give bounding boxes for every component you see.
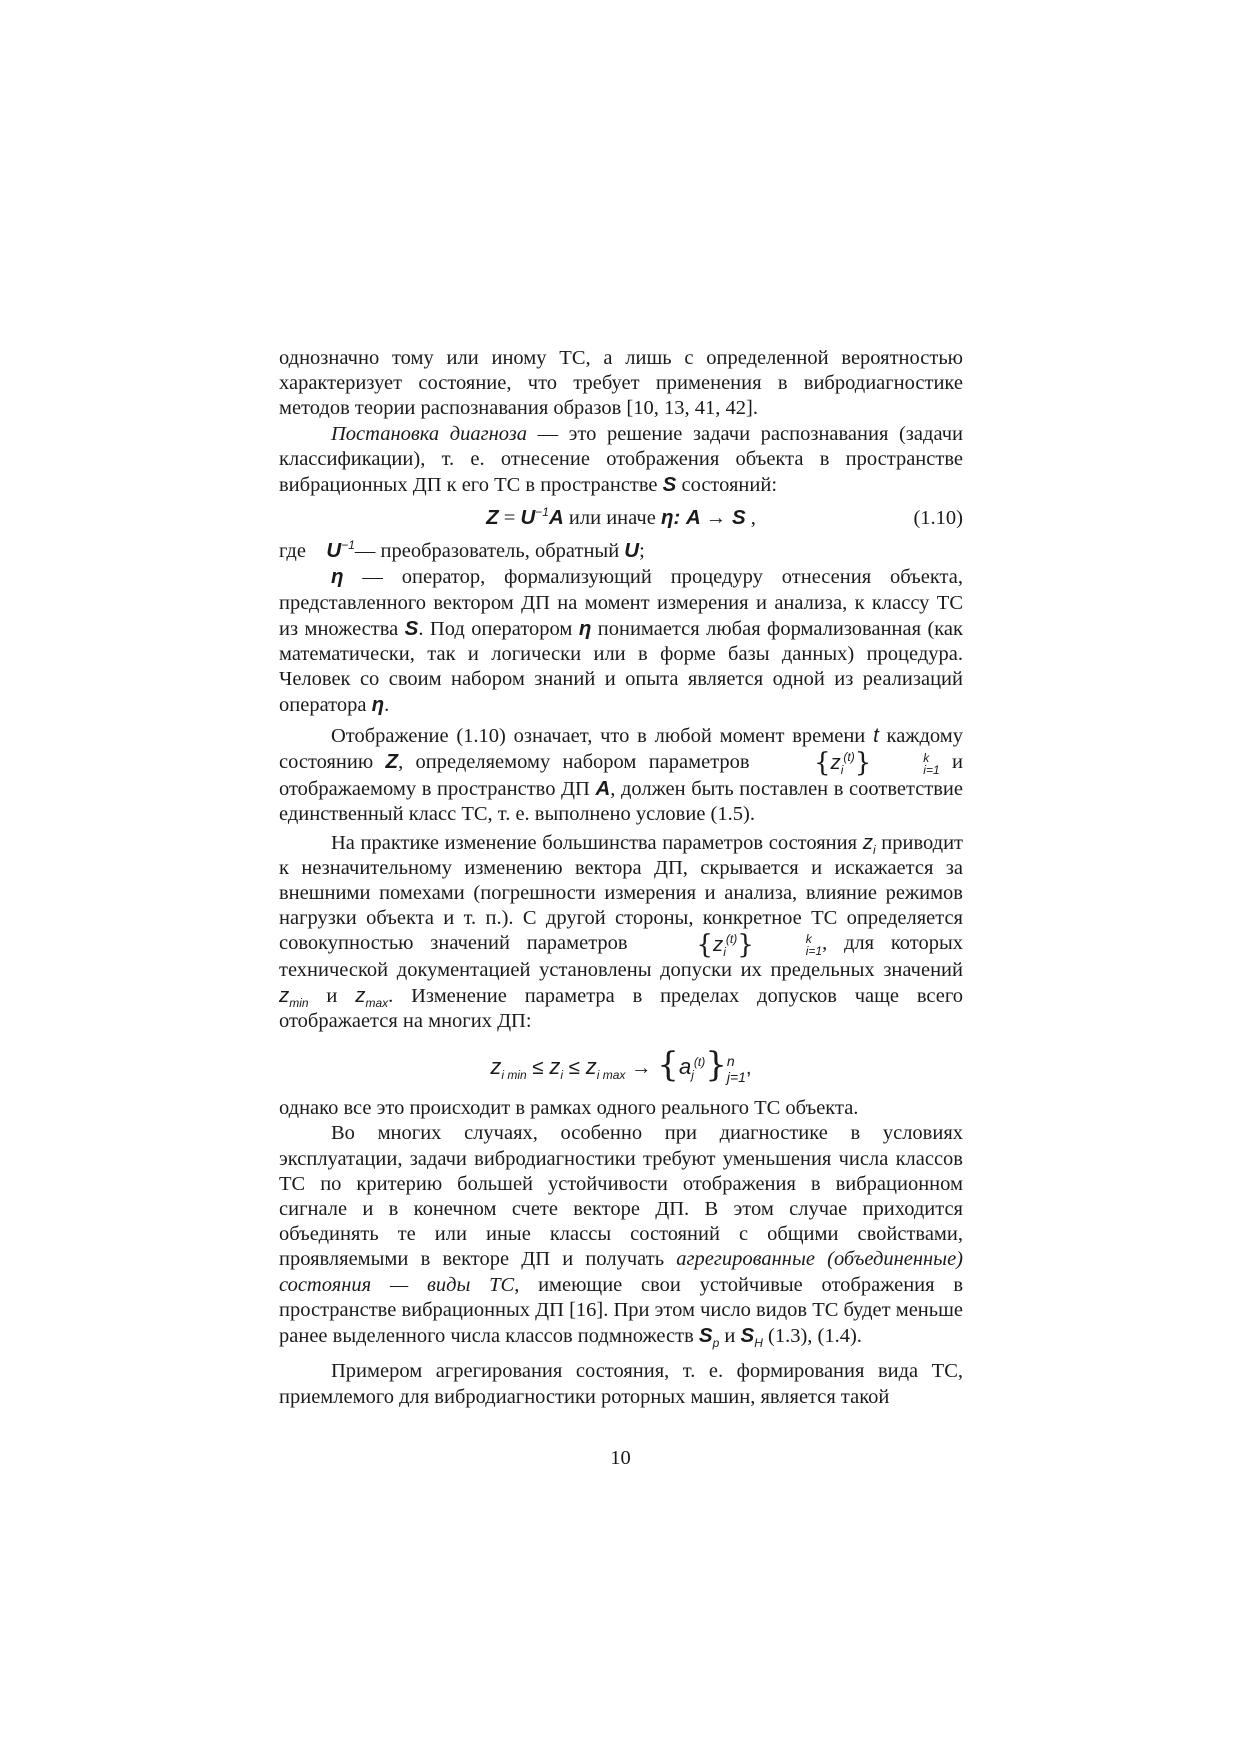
eq2-left-brace: { <box>657 1045 679 1086</box>
paragraph-4-text-d: и отображаемому в пространство ДП <box>279 750 963 801</box>
symbol-Z: Z <box>385 749 399 773</box>
term-diagnosis: Постановка диагноза <box>331 422 527 445</box>
paragraph-5-text-a: На практике изменение большинства параметров состояния <box>331 831 863 854</box>
paragraph-4-text-a: Отображение (1.10) означает, что в любой момент времени <box>331 724 874 747</box>
set2-right-brace: } <box>737 929 754 960</box>
set1-upper: k <box>923 750 930 765</box>
parameter-set-1 <box>762 748 940 779</box>
eq2-a-sup: (t) <box>693 1055 706 1070</box>
eq2-comma: , <box>745 1056 752 1080</box>
symbol-S-2: S <box>404 616 419 640</box>
paragraph-7-text-c: (1.3), (1.4). <box>762 1325 862 1348</box>
set1-left-brace: { <box>813 748 831 779</box>
symbol-SH: S <box>740 1324 755 1348</box>
eq2-upper: n <box>726 1052 735 1069</box>
symbol-t: t <box>873 723 879 747</box>
equation-tolerance <box>279 1034 963 1096</box>
eq2-le1: ≤ <box>526 1056 550 1080</box>
paragraph-3-text-c: понимается любая формализованная (как математически, так и логически или в форме базы данных) процедура. Человек со своим набором знаний и опыта является одной из реализаций оператора <box>279 617 963 717</box>
set1-limits <box>871 752 939 776</box>
set2-limits <box>754 933 822 957</box>
eq2-z1: z <box>490 1054 502 1080</box>
eq1-A: A <box>548 506 564 530</box>
paragraph-3-text-a: — оператор, формализующий процедуру отнесения объекта, представленного вектором ДП на момент измерения и анализа, к классу ТС из множества <box>279 566 963 640</box>
paragraph-4-text-b: каждому состоянию <box>279 724 963 773</box>
set1-z: z <box>830 751 841 775</box>
paragraph-5-text-d: и <box>308 984 356 1007</box>
paragraph-5-text-e: . Изменение параметра в пределах допусков чаще всего отображается на многих ДП: <box>279 984 963 1033</box>
symbol-eta: η <box>331 565 344 589</box>
paragraph-2 <box>279 422 963 499</box>
eq2-z3: z <box>585 1054 597 1080</box>
eq1-comma: , <box>745 507 756 530</box>
paragraph-5-text-c: , для которых технической документацией установлены допуски их предельных значений <box>279 932 963 981</box>
eq2-right-brace: } <box>705 1045 727 1086</box>
page-number: 10 <box>610 1447 631 1469</box>
symbol-zmin-sub: min <box>289 995 309 1010</box>
paragraph-3-text-b: . Под оператором <box>418 617 579 640</box>
symbol-A: A <box>595 777 611 801</box>
eq1-equals: = <box>498 507 521 530</box>
eq1-text: или иначе <box>563 507 661 530</box>
paragraph-4-text-e: , должен быть поставлен в соответствие единственный класс ТС, т. е. выполнено условие (1.5). <box>279 778 963 826</box>
set2-lower: i=1 <box>805 944 823 959</box>
eq2-le2: ≤ <box>563 1056 586 1080</box>
set2-sup: (t) <box>725 931 738 946</box>
eq1-eta-map: η: A → S <box>660 506 746 530</box>
paragraph-7-and: и <box>719 1325 741 1348</box>
eq2-a: a <box>678 1054 692 1080</box>
paragraph-1: однозначно тому или иному ТС, а лишь с определенной вероятностью характеризует состояние, что требует применения в вибродиагностике методов теории распознавания образов [10, 13, 41, 42]. <box>279 347 963 420</box>
paragraph-5-text-b: приводит к незначительному изменению вектора ДП, скрывается и искажается за внешними помехами (погрешности измерения и анализа, влияние режимов нагрузки объекта и т. п.). С другой стороны, конкретное ТС определяется совокупностью значений параметров <box>279 831 964 955</box>
paragraph-8: Примером агрегирования состояния, т. е. формирования вида ТС, приемлемого для вибродиагностики роторных машин, является такой <box>279 1360 963 1408</box>
where-text: — преобразователь, обратный <box>354 540 625 563</box>
paragraph-6: однако все это происходит в рамках одного реального ТС объекта. <box>279 1097 859 1120</box>
where-U-exponent: −1 <box>341 538 355 553</box>
paragraph-3-end: . <box>384 694 390 717</box>
set2-sub: i <box>723 944 726 959</box>
paragraph-2-text-b: состояний: <box>676 474 778 497</box>
set2-upper: k <box>805 932 812 947</box>
eq2-z2: z <box>549 1054 561 1080</box>
symbol-zmax: z <box>355 983 366 1007</box>
symbol-Sp-sub: p <box>712 1336 720 1351</box>
parameter-set-2 <box>644 929 823 960</box>
where-line <box>279 538 963 564</box>
symbol-z-sub: i <box>872 842 876 857</box>
equation-1-10 <box>279 498 963 538</box>
eq2-limits <box>727 1053 746 1085</box>
body-text <box>279 346 963 1410</box>
symbol-z: z <box>862 830 873 854</box>
where-end: ; <box>639 540 645 563</box>
eq2-z2-sub: i <box>560 1068 564 1083</box>
paragraph-3 <box>279 564 963 718</box>
eq1-Z: Z <box>486 506 499 530</box>
paragraph-7 <box>279 1121 963 1349</box>
symbol-eta-3: η <box>371 693 385 717</box>
where-label: где <box>279 540 306 563</box>
symbol-SH-sub: H <box>754 1336 763 1351</box>
eq2-z3-sub: i max <box>596 1068 626 1083</box>
set1-sub: i <box>840 763 844 778</box>
paragraph-7-text-b: , имеющие свои устойчивые отображения в пространстве вибрационных ДП [16]. При этом число видов ТС будет меньше ранее выделенного числа классов подмножеств <box>279 1273 964 1348</box>
set1-lower: i=1 <box>923 762 940 777</box>
term-aggregated-states: агрегированные (объединенные) состояния — виды ТС <box>279 1248 963 1296</box>
set1-right-brace: } <box>854 748 872 779</box>
symbol-S: S <box>662 473 677 497</box>
paragraph-7-text-a: Во многих случаях, особенно при диагностике в условиях эксплуатации, задачи вибродиагностики требуют уменьшения числа классов ТС по критерию большей устойчивости отображения в вибрационном сигнале и в конечном счете векторе ДП. В этом случае приходится объединять те или иные классы состояний с общими свойствами, проявляемыми в векторе ДП и получать <box>279 1122 963 1271</box>
paragraph-4 <box>279 723 963 828</box>
eq1-U: U <box>520 506 536 530</box>
symbol-zmin: z <box>279 983 290 1007</box>
where-U: U <box>326 539 342 563</box>
paragraph-4-text-c: , определяемому набором параметров <box>398 750 762 773</box>
symbol-eta-2: η <box>578 616 592 640</box>
eq2-a-sub: j <box>691 1068 694 1083</box>
eq1-U-exponent: −1 <box>535 505 549 520</box>
eq2-lower: j=1 <box>726 1068 746 1085</box>
symbol-Sp: S <box>698 1324 713 1348</box>
equation-number: (1.10) <box>913 507 963 530</box>
eq2-z1-sub: i min <box>501 1068 527 1083</box>
eq2-arrow: → <box>625 1056 658 1080</box>
where-U2: U <box>624 539 640 563</box>
symbol-zmax-sub: max <box>365 995 389 1010</box>
set2-z: z <box>712 932 724 956</box>
paragraph-5 <box>279 830 963 1035</box>
set1-sup: (t) <box>843 750 855 765</box>
set2-left-brace: { <box>696 929 713 960</box>
paragraph-2-text-a: — это решение задачи распознавания (задачи классификации), т. е. отнесение отображения объекта в пространстве вибрационных ДП к его ТС в пространстве <box>279 422 963 497</box>
